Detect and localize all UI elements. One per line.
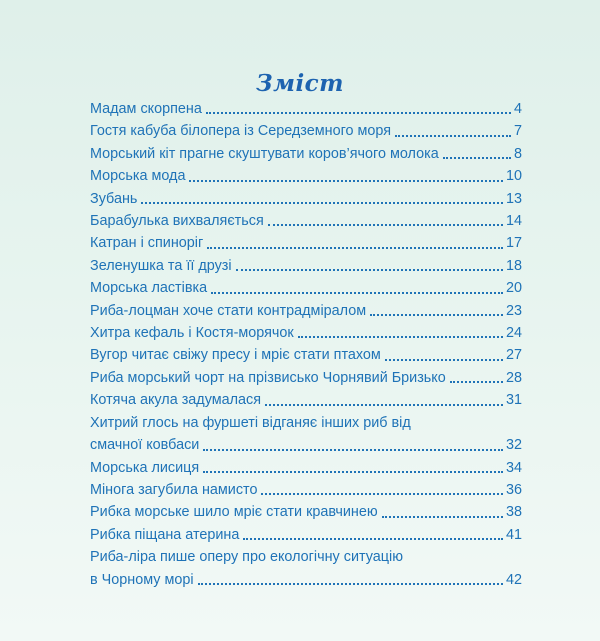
toc-entry-page: 13 (505, 190, 522, 207)
toc-entry-page: 20 (505, 280, 522, 297)
dot-leader (207, 246, 503, 249)
toc-entry-page: 41 (505, 526, 522, 543)
toc-entry-title: Морський кіт прагне скуштувати коров’ячого молока (90, 145, 439, 162)
dot-leader (198, 582, 503, 585)
dot-leader (203, 448, 503, 451)
toc-entry-title: Морська ластівка (90, 280, 208, 297)
toc-entry[interactable] (90, 120, 522, 142)
toc-entry-page: 27 (505, 347, 522, 364)
dot-leader (265, 403, 503, 406)
toc-entry-page: 14 (505, 213, 522, 230)
dot-leader (236, 268, 503, 271)
toc-entry-title: Морська лисиця (90, 459, 200, 476)
toc-entry-title: Зубань (90, 190, 138, 207)
toc-entry-page: 10 (505, 168, 522, 185)
toc-entry-page: 7 (513, 123, 522, 140)
toc-entry-page: 42 (505, 571, 522, 588)
toc-entry[interactable] (90, 98, 522, 120)
contents-title: Зміст (255, 70, 345, 97)
toc-entry[interactable] (90, 188, 522, 210)
dot-leader (268, 223, 503, 226)
toc-entry-title: Котяча акула задумалася (90, 392, 262, 409)
toc-entry-title: Рибка піщана атерина (90, 526, 240, 543)
dot-leader (298, 335, 503, 338)
toc-entry-title: Барабулька вихваляється (90, 213, 264, 230)
toc-entry-page: 17 (505, 235, 522, 252)
toc-entry-page: 32 (505, 437, 522, 454)
dot-leader (385, 358, 503, 361)
toc-entry[interactable] (90, 412, 522, 457)
toc-entry[interactable] (90, 479, 522, 501)
toc-entry-page: 38 (505, 504, 522, 521)
table-of-contents (90, 98, 522, 591)
toc-entry[interactable] (90, 457, 522, 479)
toc-entry-title: Риба-лоцман хоче стати контрадміралом (90, 302, 367, 319)
toc-entry[interactable] (90, 210, 522, 232)
dot-leader (189, 179, 503, 182)
dot-leader (443, 156, 511, 159)
toc-entry-title: Риба морський чорт на прізвисько Чорнявий Бризько (90, 369, 446, 386)
toc-entry[interactable] (90, 277, 522, 299)
toc-entry-page: 4 (513, 101, 522, 117)
toc-entry[interactable] (90, 367, 522, 389)
toc-entry[interactable] (90, 300, 522, 322)
dot-leader (243, 537, 503, 540)
dot-leader (211, 291, 503, 294)
toc-entry[interactable] (90, 501, 522, 523)
toc-entry-title-line1: Хитрий глось на фуршеті відганяє інших риб від (90, 414, 411, 431)
toc-entry[interactable] (90, 322, 522, 344)
toc-entry[interactable] (90, 546, 522, 591)
toc-entry-title: Хитра кефаль і Костя-морячок (90, 325, 294, 342)
toc-entry[interactable] (90, 165, 522, 187)
toc-entry[interactable] (90, 389, 522, 411)
toc-entry-page: 36 (505, 481, 522, 498)
toc-entry-page: 8 (513, 145, 522, 162)
toc-entry[interactable] (90, 143, 522, 165)
toc-entry-title: Вугор читає свіжу пресу і мріє стати птахом (90, 347, 381, 364)
dot-leader (395, 134, 511, 137)
dot-leader (382, 515, 503, 518)
toc-entry-title: Мінога загубила намисто (90, 481, 258, 498)
toc-entry[interactable] (90, 255, 522, 277)
toc-entry-page: 28 (505, 369, 522, 386)
toc-entry-page: 18 (505, 257, 522, 274)
toc-entry-title-line1: Риба-ліра пише оперу про екологічну ситуацію (90, 549, 404, 566)
dot-leader (370, 313, 503, 316)
toc-entry-page: 34 (505, 459, 522, 476)
dot-leader (203, 470, 503, 473)
toc-entry-title: Зеленушка та її друзі (90, 257, 232, 274)
dot-leader (141, 201, 503, 204)
toc-entry-title: Гостя кабуба білопера із Середземного моря (90, 123, 392, 140)
toc-entry[interactable] (90, 344, 522, 366)
toc-entry[interactable] (90, 524, 522, 546)
toc-entry-title-line2: в Чорному морі (90, 571, 194, 588)
dot-leader (450, 380, 503, 383)
dot-leader (206, 111, 511, 114)
toc-entry-title: Катран і спиноріг (90, 235, 204, 252)
toc-entry-title: Рибка морське шило мріє стати кравчинею (90, 504, 378, 521)
toc-entry-title: Морська мода (90, 168, 186, 185)
toc-entry-page: 24 (505, 325, 522, 342)
dot-leader (261, 492, 503, 495)
toc-entry[interactable] (90, 232, 522, 254)
toc-entry-title: Мадам скорпена (90, 101, 202, 117)
toc-entry-page: 23 (505, 302, 522, 319)
toc-entry-page: 31 (505, 392, 522, 409)
toc-entry-title-line2: смачної ковбаси (90, 437, 200, 454)
